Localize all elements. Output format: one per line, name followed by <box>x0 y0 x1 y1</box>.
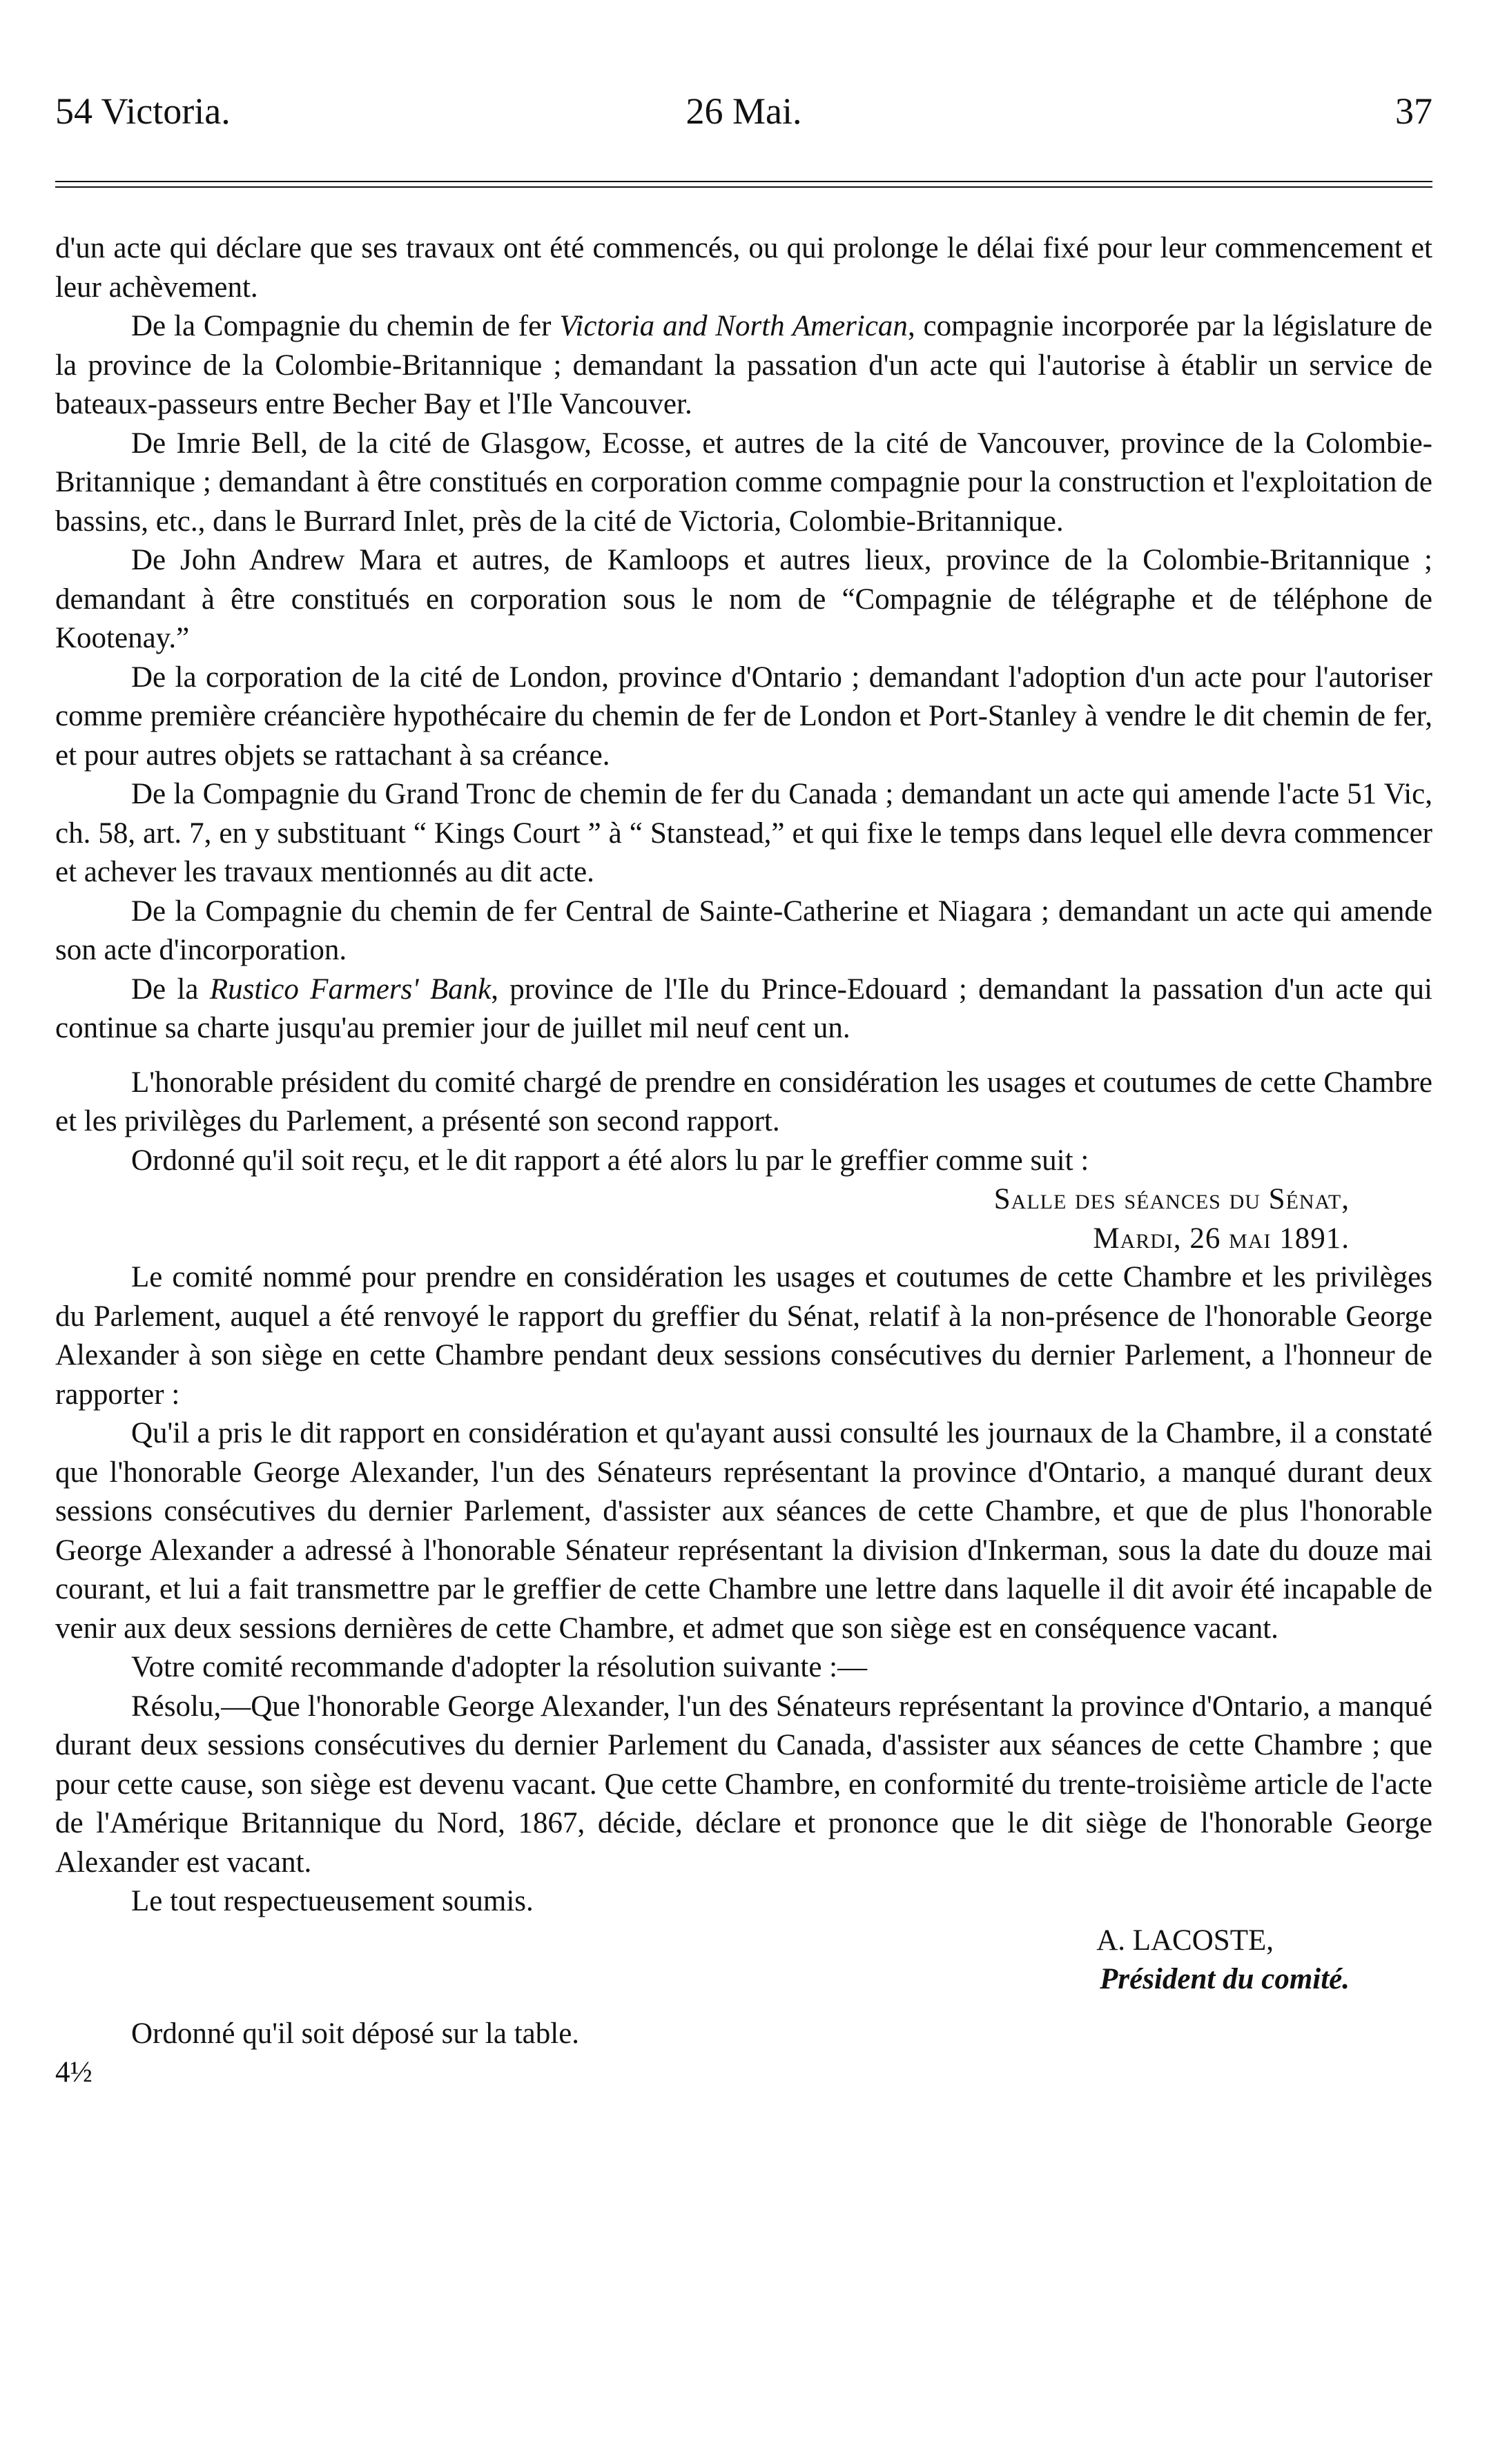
paragraph: De Imrie Bell, de la cité de Glasgow, Ecosse, et autres de la cité de Vancouver, province de la Colombie-Britannique ; demandant à être constitués en corporation comme compagnie pour la construction et l'exploitation de bassins, etc., dans le Burrard Inlet, près de la cité de Victoria, Colombie-Britannique. <box>55 427 1432 538</box>
paragraph: Le comité nommé pour prendre en considération les usages et coutumes de cette Chambre et les privilèges du Parlement, auquel a été renvoyé le rapport du greffier du Sénat, relatif à la non-présence de l'honorable George Alexander à son siège en cette Chambre pendant deux sessions consécutives du dernier Parlement, a l'honneur de rapporter : <box>55 1261 1432 1411</box>
document-page <box>55 76 1432 2093</box>
signature-mark: 4½ <box>55 2056 93 2089</box>
paragraph: Ordonné qu'il soit déposé sur la table. <box>131 2017 580 2050</box>
paragraph: De la corporation de la cité de London, province d'Ontario ; demandant l'adoption d'un acte pour l'autoriser comme première créancière hypothécaire du chemin de fer de London et Port-Stanley à vendre le dit chemin de fer, et pour autres objets se rattachant à sa créance. <box>55 661 1432 772</box>
paragraph: De la Rustico Farmers' Bank, province de l'Ile du Prince-Edouard ; demandant la passation d'un acte qui continue sa charte jusqu'au premier jour de juillet mil neuf cent un. <box>55 972 1433 1044</box>
paragraph: Le tout respectueusement soumis. <box>131 1885 534 1917</box>
signature-name: A. LACOSTE, <box>1096 1924 1274 1957</box>
paragraph: De la Compagnie du chemin de fer Central de Sainte-Catherine et Niagara ; demandant un acte qui amende son acte d'incorporation. <box>55 894 1432 966</box>
page-number: 37 <box>1395 90 1432 132</box>
report-dateline: Salle des séances du Sénat, <box>993 1183 1350 1215</box>
paragraph: De John Andrew Mara et autres, de Kamloops et autres lieux, province de la Colombie-Britannique ; demandant à être constitués en corporation sous le nom de “Compagnie de télégraphe et de téléphone de Kootenay.” <box>55 544 1432 654</box>
paragraph: d'un acte qui déclare que ses travaux ont été commencés, ou qui prolonge le délai fixé pour leur commencement et leur achèvement. <box>55 232 1432 304</box>
paragraph: Qu'il a pris le dit rapport en considération et qu'ayant aussi consulté les journaux de la Chambre, il a constaté que l'honorable George Alexander, l'un des Sénateurs représentant la province d'Ontario, a manqué durant deux sessions consécutives du dernier Parlement, d'assister aux séances de cette Chambre, et que de plus l'honorable George Alexander a adressé à l'honorable Sénateur représentant la division d'Inkerman, sous la date du douze mai courant, et lui a fait transmettre par le greffier de cette Chambre une lettre dans laquelle il dit avoir été incapable de venir aux deux sessions dernières de cette Chambre, et admet que son siège est en conséquence vacant. <box>55 1417 1432 1645</box>
header-rule-second <box>55 186 1432 188</box>
running-header <box>55 76 1432 138</box>
signature-title: Président du comité. <box>1100 1963 1350 1995</box>
body-text <box>55 229 1432 2093</box>
report-date: Mardi, 26 mai 1891. <box>1093 1222 1350 1255</box>
paragraph: Ordonné qu'il soit reçu, et le dit rapport a été alors lu par le greffier comme suit : <box>131 1144 1089 1177</box>
header-volume: 54 Victoria. <box>55 90 231 132</box>
paragraph: L'honorable président du comité chargé de prendre en considération les usages et coutumes de cette Chambre et les privilèges du Parlement, a présenté son second rapport. <box>55 1066 1432 1137</box>
header-rule <box>55 181 1432 182</box>
paragraph: Votre comité recommande d'adopter la résolution suivante :— <box>131 1651 868 1683</box>
header-date: 26 Mai. <box>686 90 802 132</box>
paragraph: De la Compagnie du Grand Tronc de chemin de fer du Canada ; demandant un acte qui amende l'acte 51 Vic, ch. 58, art. 7, en y substituant “ Kings Court ” à “ Stanstead,” et qui fixe le temps dans lequel elle devra commencer et achever les travaux mentionnés au dit acte. <box>55 778 1432 888</box>
paragraph: De la Compagnie du chemin de fer Victoria and North American, compagnie incorporée par la législature de la province de la Colombie-Britannique ; demandant la passation d'un acte qui l'autorise à établir un service de bateaux-passeurs entre Becher Bay et l'Ile Vancouver. <box>55 310 1432 420</box>
paragraph: Résolu,—Que l'honorable George Alexander, l'un des Sénateurs représentant la province d'Ontario, a manqué durant deux sessions consécutives du dernier Parlement du Canada, d'assister aux séances de cette Chambre ; que pour cette cause, son siège est devenu vacant. Que cette Chambre, en conformité du trente-troisième article de l'acte de l'Amérique Britannique du Nord, 1867, décide, déclare et prononce que le dit siège de l'honorable George Alexander est vacant. <box>55 1690 1432 1879</box>
